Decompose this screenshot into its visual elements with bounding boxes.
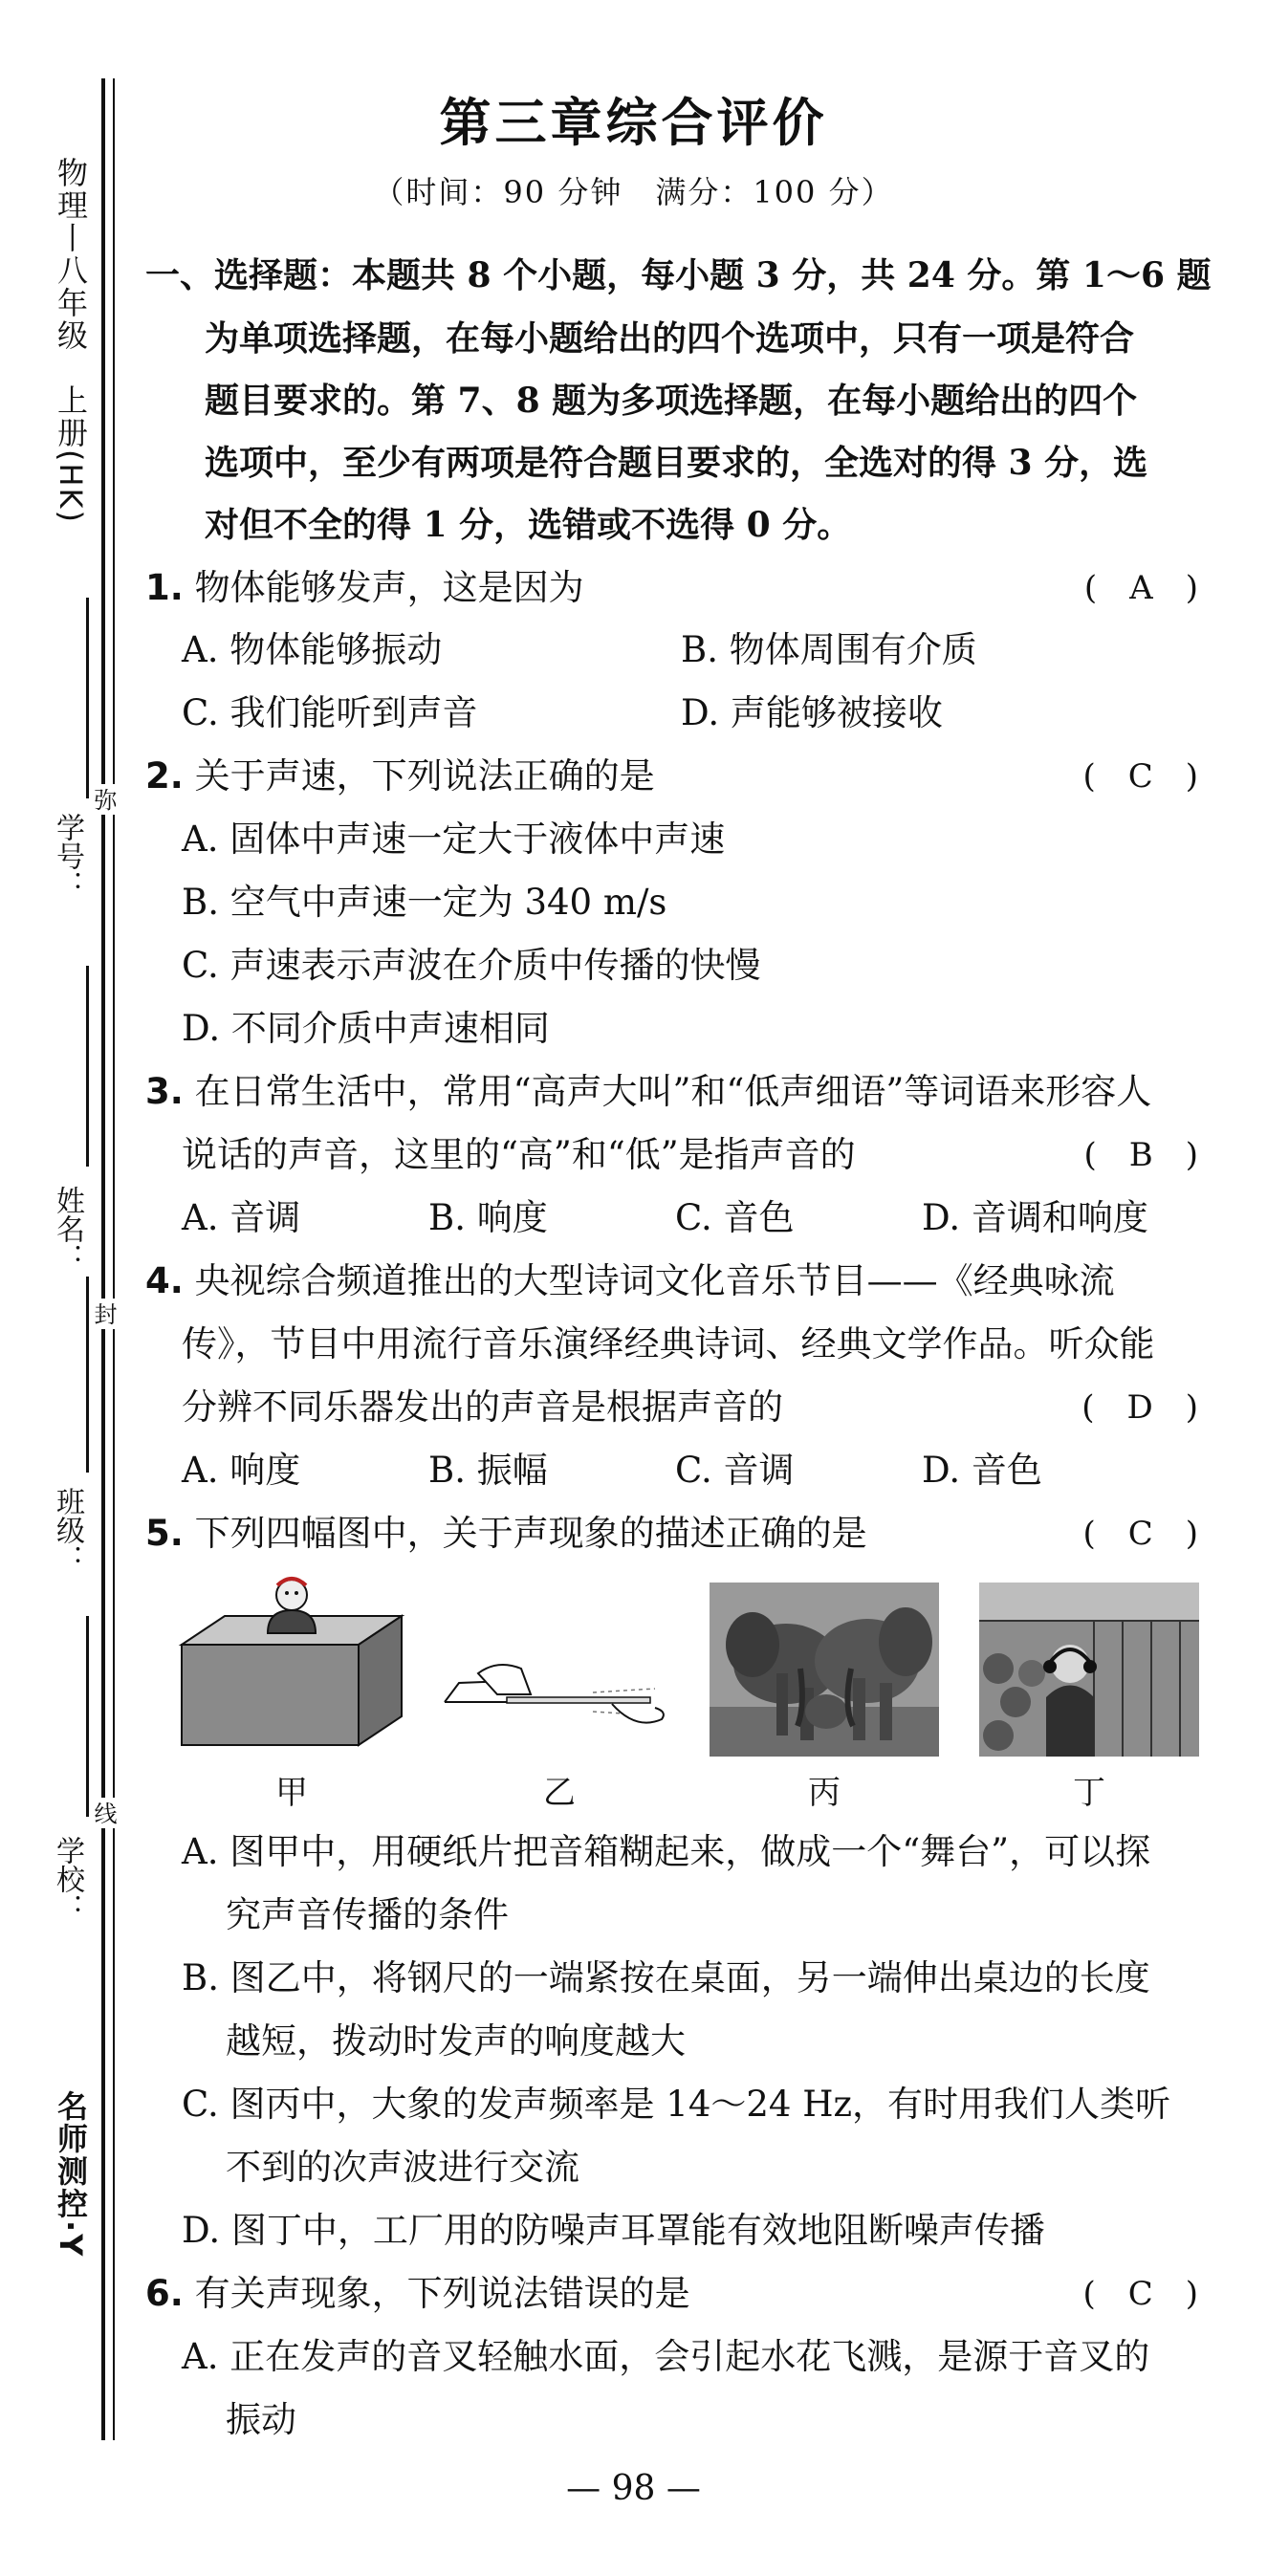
question-number: 6.: [145, 2273, 184, 2314]
question-6-option-a[interactable]: A. 正在发声的音叉轻触水面，会引起水花飞溅，是源于音叉的: [182, 2336, 1150, 2377]
seal-word-mi: 弥: [92, 784, 115, 815]
figure-caption: 乙: [543, 1774, 576, 1812]
question-4-option-c[interactable]: C. 音调: [675, 1450, 795, 1491]
question-2-option-b[interactable]: B. 空气中声速一定为 340 m/s: [182, 882, 667, 923]
question-1-option-d[interactable]: D. 声能够被接收: [681, 692, 943, 733]
question-4-stem-cont: 传》，节目中用流行音乐演绎经典诗词、经典文学作品。听众能: [182, 1323, 1155, 1364]
question-6-stem: [145, 2273, 690, 2314]
seal-word-xian: 线: [92, 1798, 115, 1828]
figure-yi-ruler-on-desk: [440, 1645, 669, 1750]
question-5-option-c-cont: 不到的次声波进行交流: [226, 2147, 579, 2188]
section-instruction-line: 选项中，至少有两项是符合题目要求的，全选对的得 3 分，选: [205, 443, 1148, 483]
question-5-option-c[interactable]: C. 图丙中，大象的发声频率是 14～24 Hz，有时用我们人类听: [182, 2084, 1170, 2125]
question-2-option-d[interactable]: D. 不同介质中声速相同: [182, 1008, 550, 1049]
field-line-student-number[interactable]: [86, 598, 89, 798]
section-instruction-line: 题目要求的。第 7、8 题为多项选择题，在每小题给出的四个: [205, 381, 1138, 421]
question-5-option-b-cont: 越短，拨动时发声的响度越大: [226, 2020, 686, 2062]
field-line-school[interactable]: [86, 1616, 89, 1817]
figure-caption: 甲: [275, 1774, 308, 1812]
question-4-stem-cont: 分辨不同乐器发出的声音是根据声音的: [182, 1386, 783, 1428]
question-text: 有关声现象，下列说法错误的是: [194, 2273, 690, 2314]
question-6-answer: ( C ): [1082, 2275, 1198, 2313]
question-number: 2.: [145, 755, 184, 797]
question-4-option-a[interactable]: A. 响度: [182, 1450, 301, 1491]
question-number: 4.: [145, 1260, 184, 1301]
question-4-answer: ( D ): [1081, 1388, 1198, 1427]
field-line-class[interactable]: [86, 1277, 89, 1473]
question-text: 在日常生活中，常用“高声大叫”和“低声细语”等词语来形容人: [194, 1071, 1152, 1112]
page-number: — 98 —: [566, 2469, 701, 2508]
question-3-option-a[interactable]: A. 音调: [182, 1197, 301, 1238]
brand-label: 名师测控·Y: [55, 2085, 86, 2263]
page-subtitle: （时间：90 分钟 满分：100 分）: [373, 174, 894, 210]
question-2-answer: ( C ): [1082, 757, 1198, 796]
figure-bing-elephants: [710, 1583, 939, 1757]
section-instruction-line: 对但不全的得 1 分，选错或不选得 0 分。: [205, 505, 852, 545]
book-label: 物理丨八年级 上册(HK): [55, 151, 86, 530]
field-line-name[interactable]: [86, 966, 89, 1167]
question-number: 5.: [145, 1513, 184, 1554]
question-3-answer: ( B ): [1083, 1136, 1198, 1174]
section-instruction-line: 为单项选择题，在每小题给出的四个选项中，只有一项是符合: [205, 318, 1135, 359]
question-text: 物体能够发声，这是因为: [194, 567, 584, 608]
question-5-option-b[interactable]: B. 图乙中，将钢尺的一端紧按在桌面，另一端伸出桌边的长度: [182, 1957, 1150, 1998]
question-2-option-c[interactable]: C. 声速表示声波在介质中传播的快慢: [182, 945, 761, 986]
question-3-option-d[interactable]: D. 音调和响度: [922, 1197, 1148, 1238]
question-number: 1.: [145, 567, 184, 608]
field-label-school: 学校：: [51, 1836, 84, 1922]
question-3-option-b[interactable]: B. 响度: [428, 1197, 548, 1238]
question-1-option-b[interactable]: B. 物体周围有介质: [681, 629, 977, 670]
question-number: 3.: [145, 1071, 184, 1112]
question-2-option-a[interactable]: A. 固体中声速一定大于液体中声速: [182, 819, 726, 860]
question-6-option-a-cont: 振动: [226, 2399, 296, 2440]
question-3-stem-cont: 说话的声音，这里的“高”和“低”是指声音的: [182, 1134, 856, 1175]
question-5-option-a[interactable]: A. 图甲中，用硬纸片把音箱糊起来，做成一个“舞台”，可以探: [182, 1831, 1151, 1872]
question-5-answer: ( C ): [1082, 1515, 1198, 1553]
figure-caption: 丙: [808, 1774, 841, 1812]
question-3-stem: [145, 1071, 1152, 1112]
field-label-name: 姓名：: [51, 1186, 84, 1272]
page-title: 第三章综合评价: [439, 93, 828, 153]
question-3-option-c[interactable]: C. 音色: [675, 1197, 795, 1238]
question-4-option-d[interactable]: D. 音色: [922, 1450, 1042, 1491]
margin-rule-outer: [101, 78, 105, 2440]
question-1-option-c[interactable]: C. 我们能听到声音: [182, 692, 478, 733]
question-1-stem: [145, 567, 584, 608]
figure-jia-speaker-box: [172, 1568, 411, 1759]
question-5-stem: [145, 1513, 867, 1554]
question-2-stem: [145, 755, 655, 797]
figure-ding-factory-worker: [979, 1583, 1199, 1757]
field-label-student-number: 学号：: [51, 813, 84, 899]
question-5-option-a-cont: 究声音传播的条件: [226, 1894, 509, 1935]
question-text: 央视综合频道推出的大型诗词文化音乐节目——《经典咏流: [194, 1260, 1115, 1301]
question-1-option-a[interactable]: A. 物体能够振动: [182, 629, 443, 670]
section-instruction-line: 一、选择题：本题共 8 个小题，每小题 3 分，共 24 分。第 1～6 题: [145, 255, 1212, 295]
figure-caption: 丁: [1073, 1774, 1105, 1812]
field-label-class: 班级：: [51, 1487, 84, 1573]
question-4-stem: [145, 1260, 1115, 1301]
seal-word-feng: 封: [92, 1299, 115, 1329]
question-4-option-b[interactable]: B. 振幅: [428, 1450, 548, 1491]
question-5-option-d[interactable]: D. 图丁中，工厂用的防噪声耳罩能有效地阻断噪声传播: [182, 2210, 1045, 2251]
question-text: 下列四幅图中，关于声现象的描述正确的是: [194, 1513, 867, 1554]
margin-rule-inner: [113, 78, 115, 2440]
question-1-answer: ( A ): [1083, 569, 1198, 607]
question-text: 关于声速，下列说法正确的是: [194, 755, 655, 797]
